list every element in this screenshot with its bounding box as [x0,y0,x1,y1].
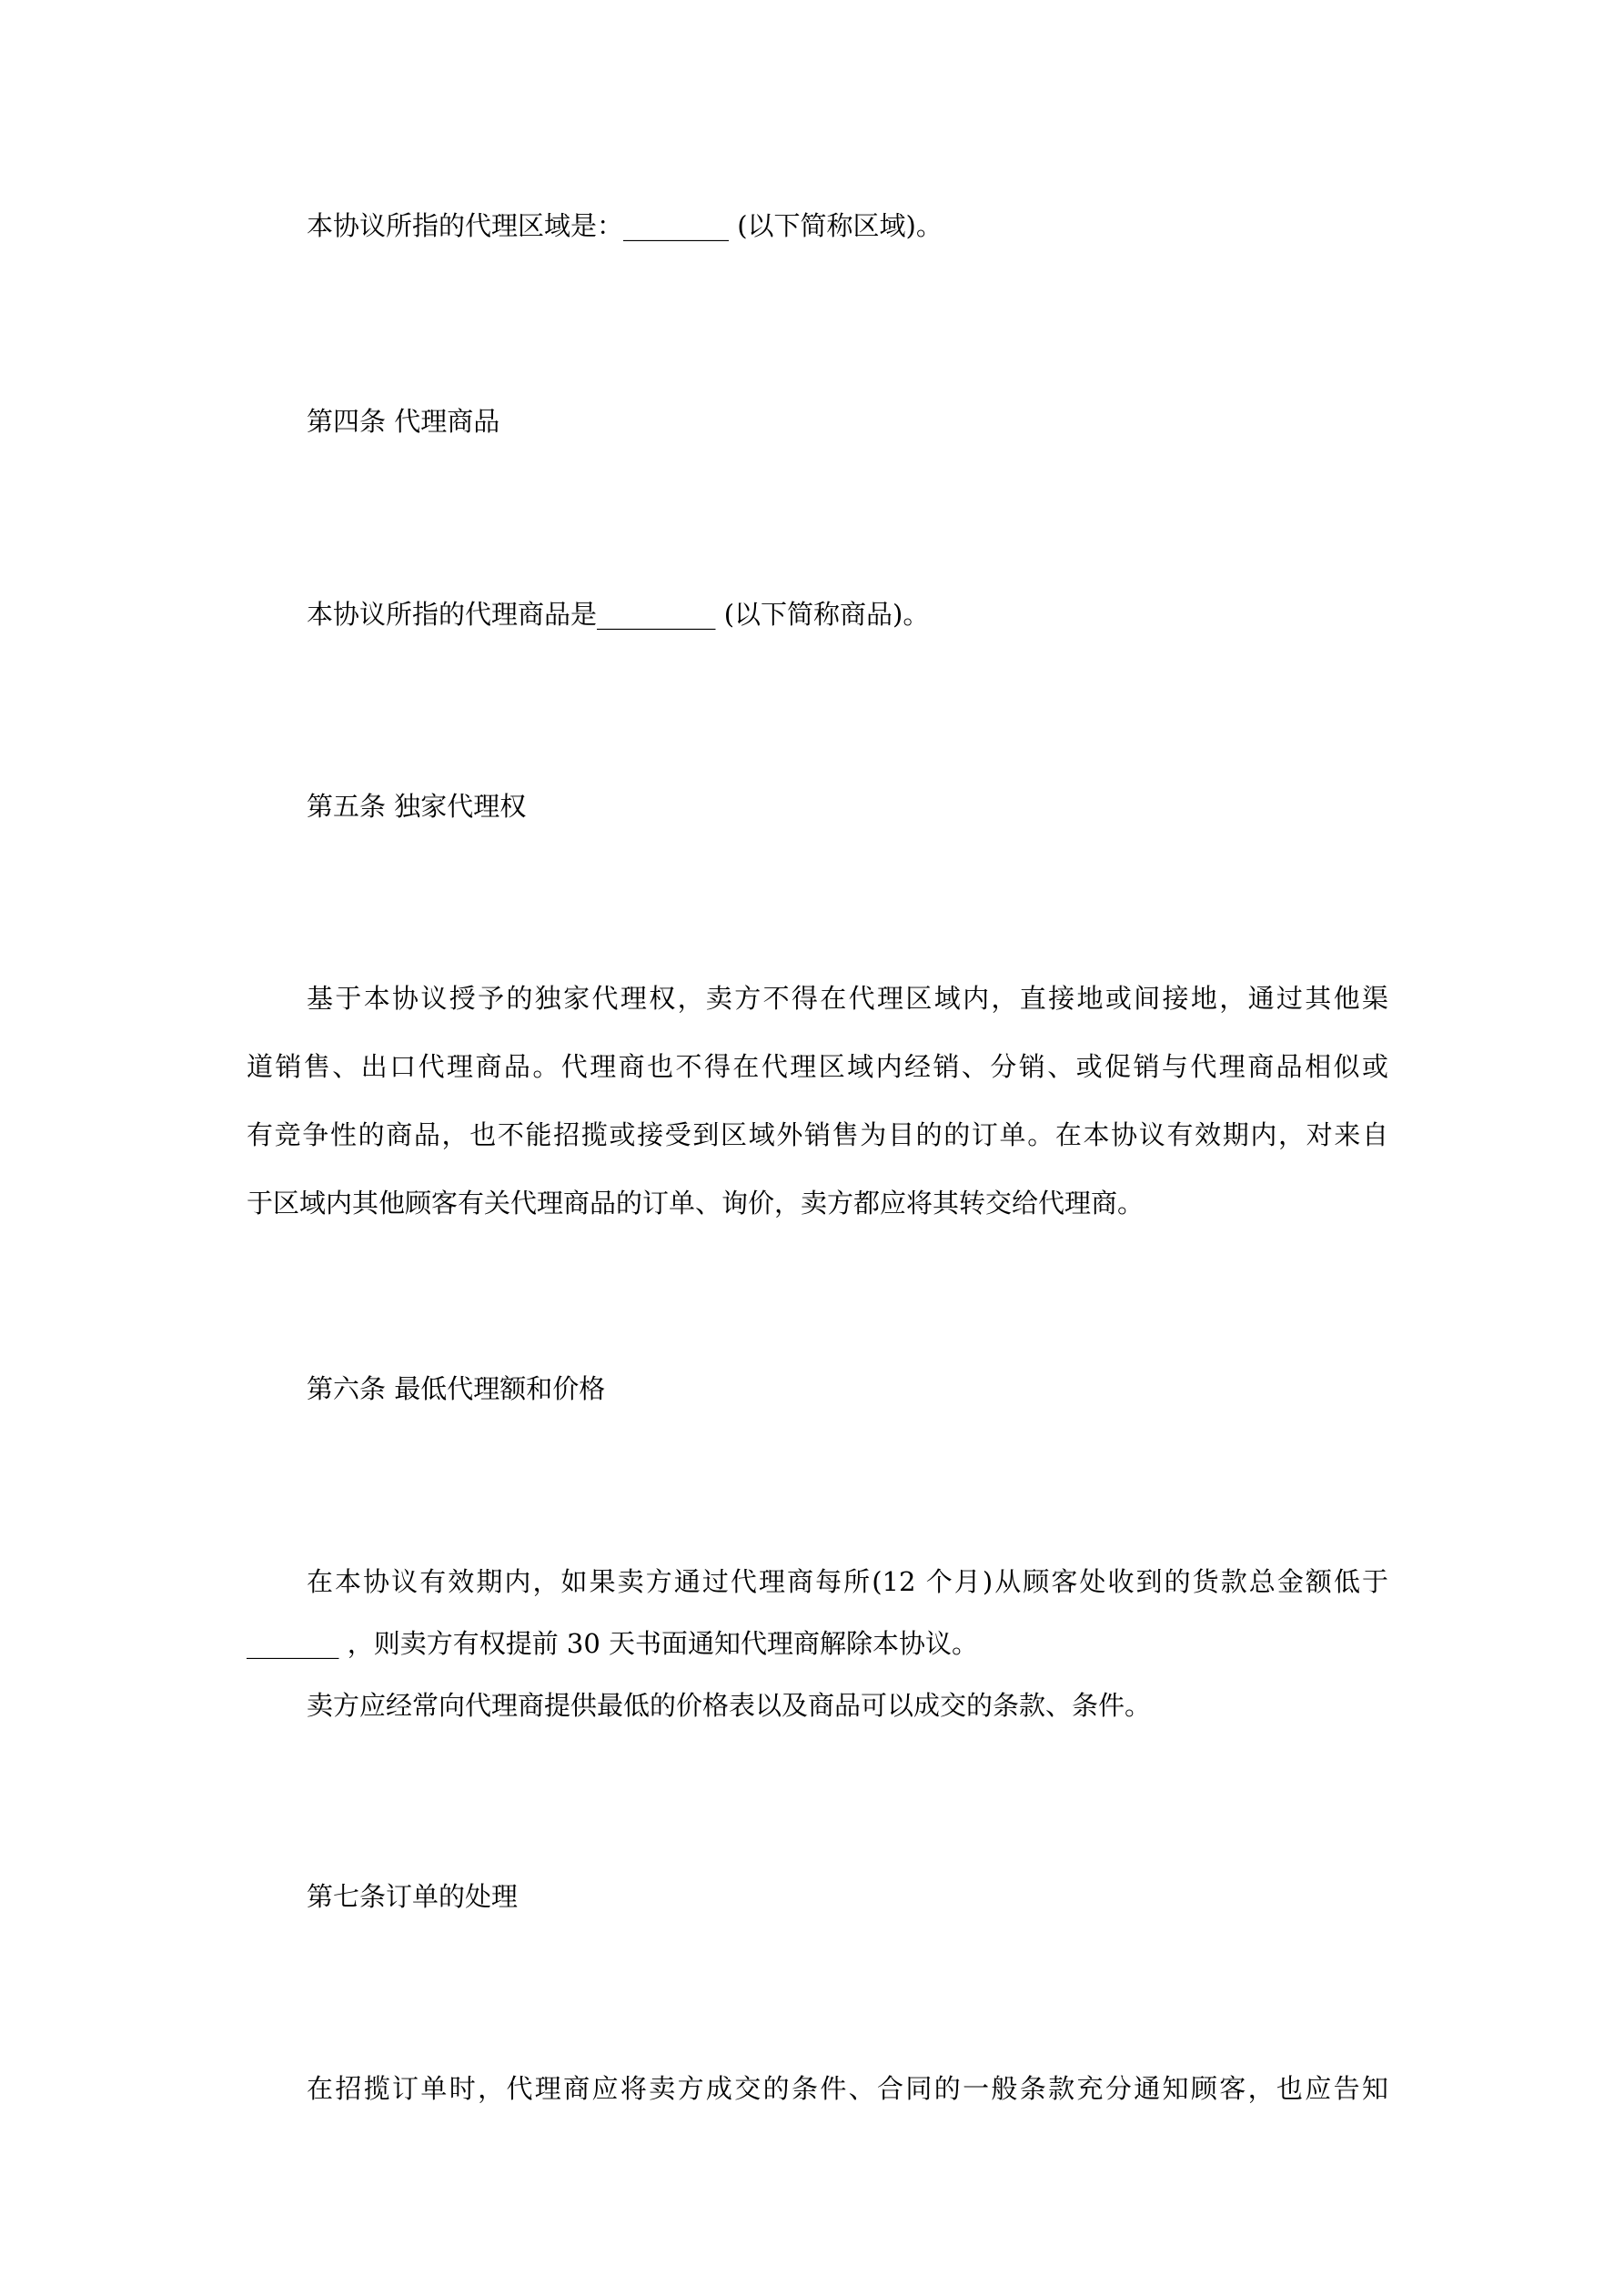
article-7-paragraph [247,2070,1388,2139]
article-5-line: 道销售、出口代理商品。代理商也不得在代理区域内经销、分销、或促销与代理商品相似或 [247,1051,1388,1082]
article-7-heading: 第七条订单的处理 [307,1881,519,1912]
article-7-line: 在招揽订单时，代理商应将卖方成交的条件、合同的一般条款充分通知顾客，也应告知 [307,2073,1388,2104]
article-5-heading: 第五条 独家代理权 [307,791,527,822]
article-5-line: 有竞争性的商品，也不能招揽或接受到区域外销售为目的的订单。在本协议有效期内，对来自 [247,1119,1388,1150]
article-6-line: 卖方应经常向代理商提供最低的价格表以及商品可以成交的条款、条件。 [307,1690,1152,1721]
article-4-heading: 第四条 代理商品 [307,406,500,437]
article-5-line: 基于本协议授予的独家代理权，卖方不得在代理区域内，直接地或间接地，通过其他渠 [307,983,1388,1014]
goods-clause: 本协议所指的代理商品是_________ (以下简称商品)。 [307,599,930,630]
article-6-line: _______ ，则卖方有权提前 30 天书面通知代理商解除本协议。 [247,1628,979,1659]
area-clause: 本协议所指的代理区域是：________ (以下简称区域)。 [307,210,943,241]
article-5-line: 于区域内其他顾客有关代理商品的订单、询价，卖方都应将其转交给代理商。 [247,1188,1145,1219]
article-6-paragraph [247,1563,1388,1632]
article-6-heading: 第六条 最低代理额和价格 [307,1373,606,1404]
article-6-line: 在本协议有效期内，如果卖方通过代理商每所(12 个月)从顾客处收到的货款总金额低于 [307,1566,1388,1597]
article-5-paragraph [247,980,1388,1253]
